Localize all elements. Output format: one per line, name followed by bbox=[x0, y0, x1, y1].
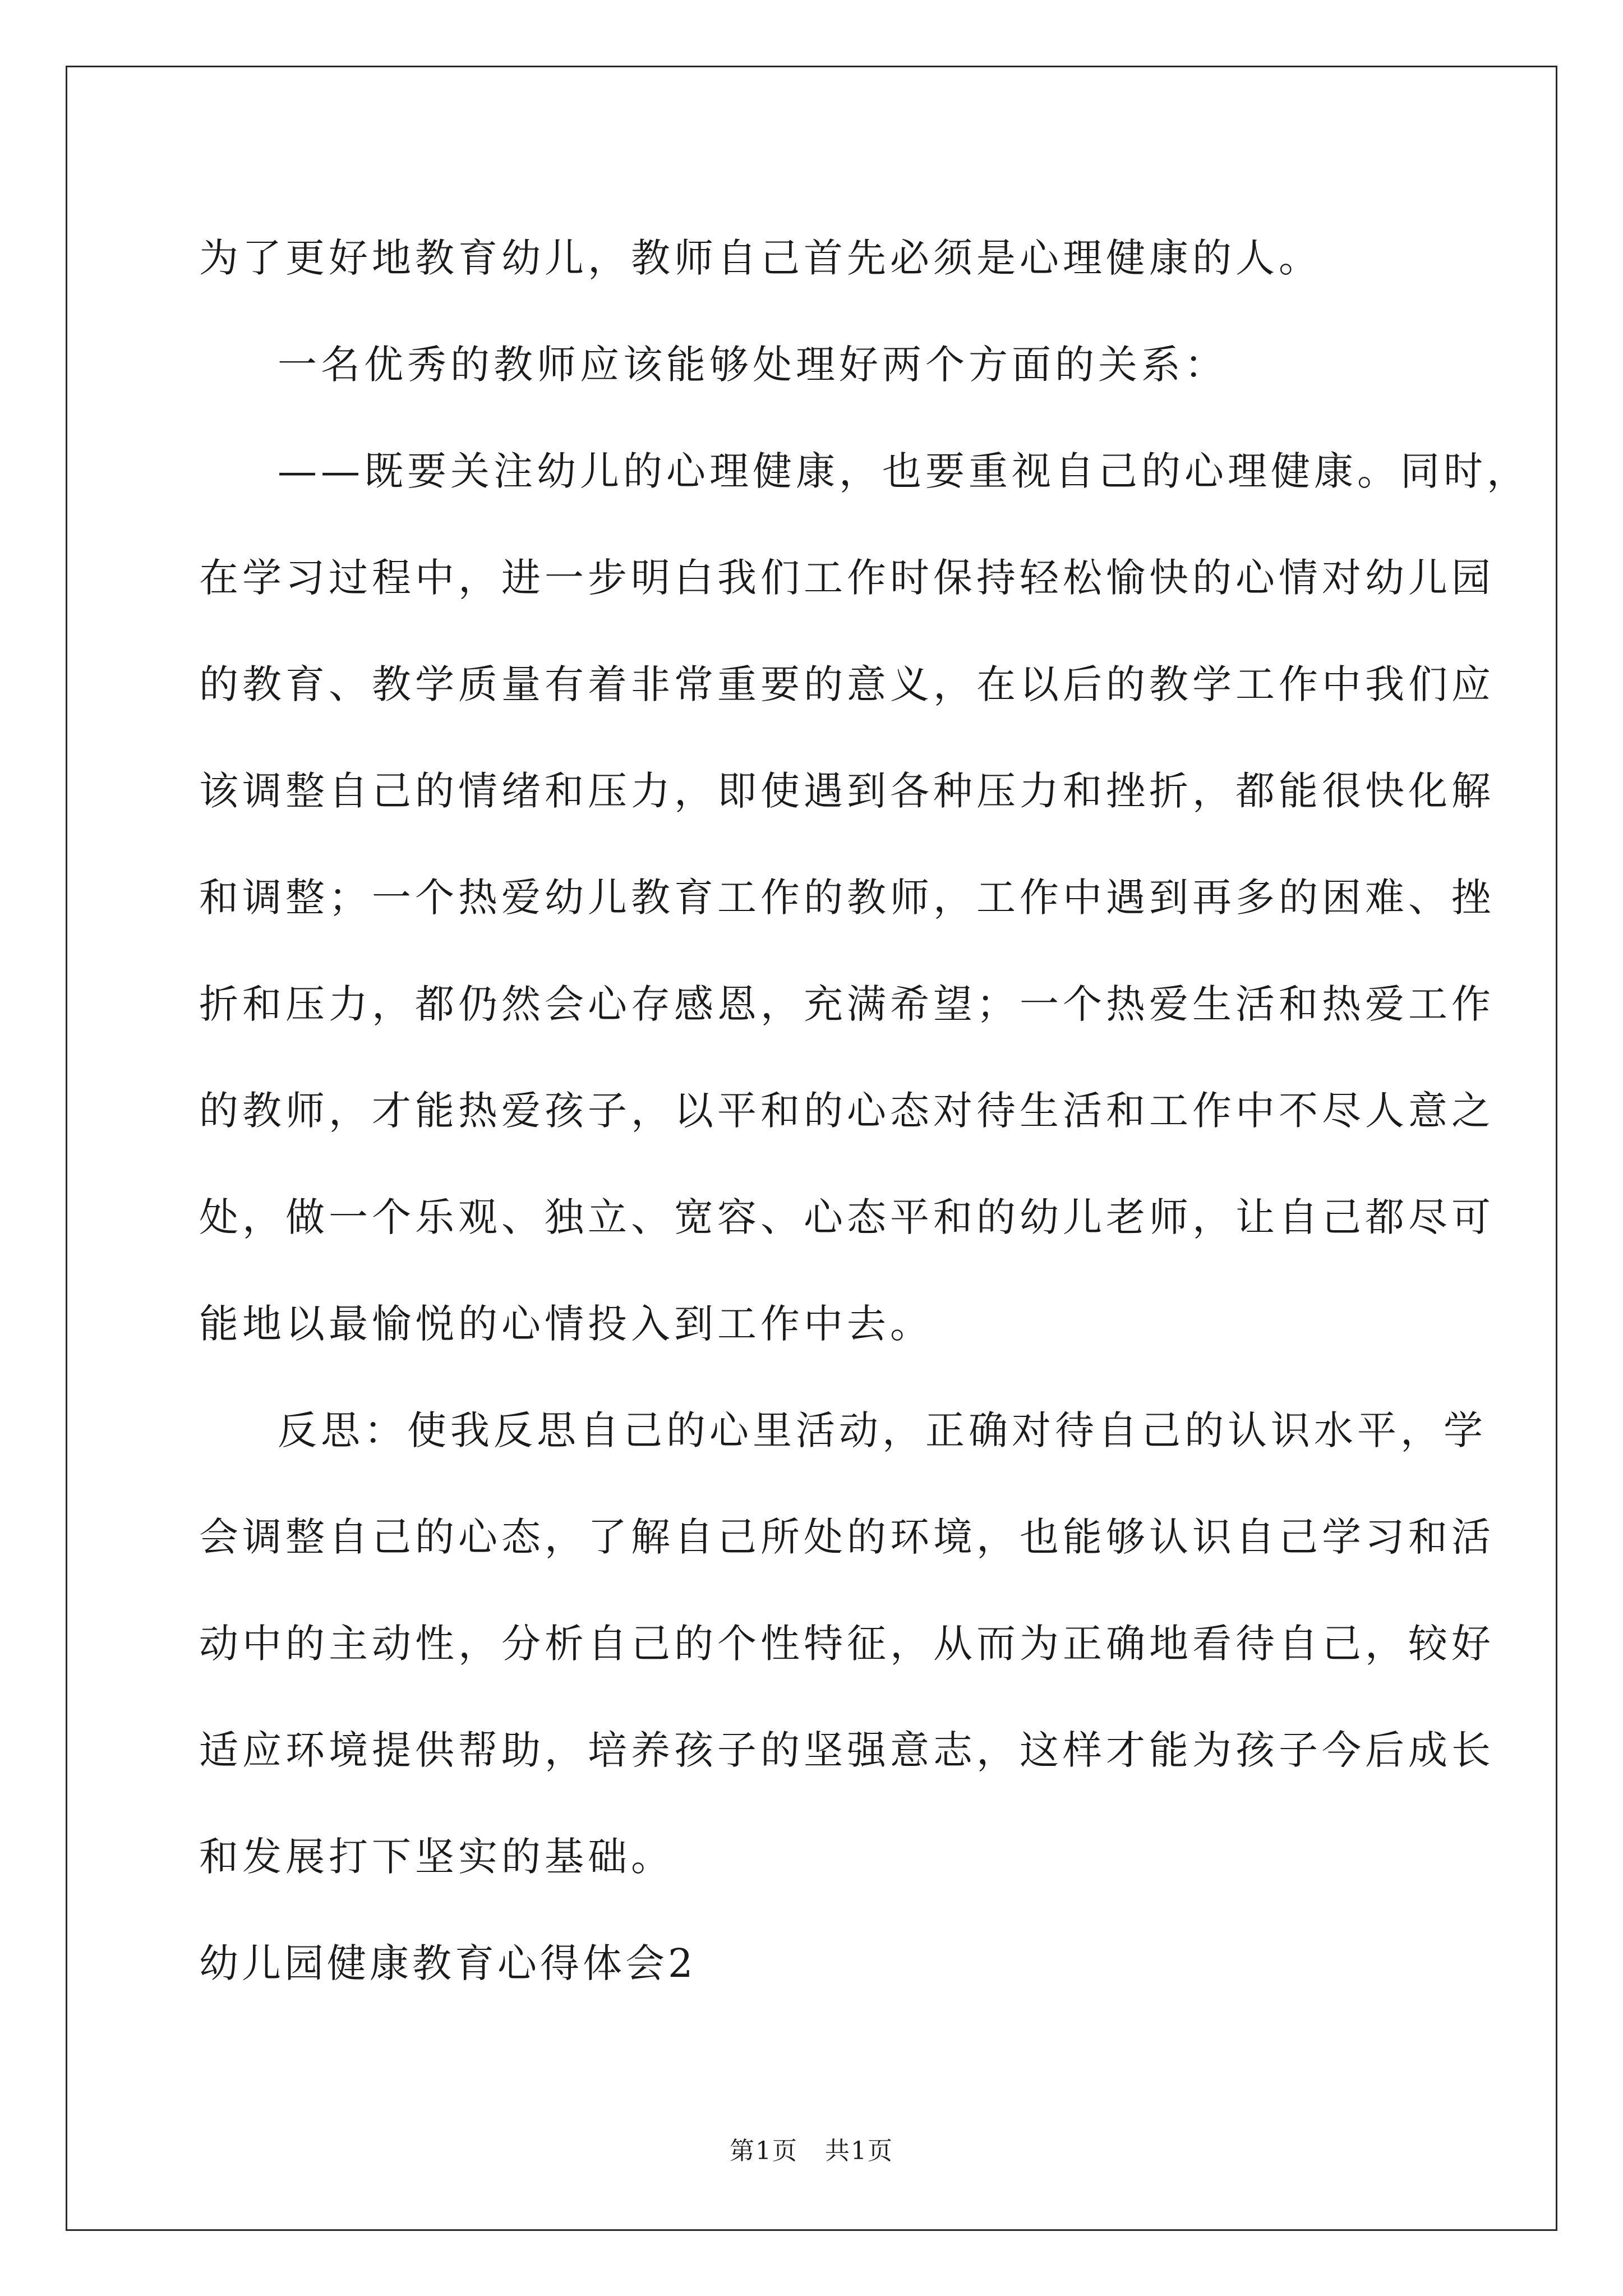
text-line: 反思：使我反思自己的心里活动，正确对待自己的认识水平，学 bbox=[278, 1407, 1487, 1453]
text-line: 该调整自己的情绪和压力，即使遇到各种压力和挫折，都能很快化解 bbox=[199, 768, 1495, 814]
text-line: 在学习过程中，进一步明白我们工作时保持轻松愉快的心情对幼儿园 bbox=[199, 555, 1495, 601]
text-line: 和调整；一个热爱幼儿教育工作的教师，工作中遇到再多的困难、挫 bbox=[199, 875, 1495, 921]
document-body bbox=[199, 205, 1530, 2017]
section-heading: 幼儿园健康教育心得体会2 bbox=[199, 1940, 697, 1986]
text-line: 能地以最愉悦的心情投入到工作中去。 bbox=[199, 1301, 933, 1347]
text-line: 的教师，才能热爱孩子，以平和的心态对待生活和工作中不尽人意之 bbox=[199, 1088, 1495, 1134]
text-line: 适应环境提供帮助，培养孩子的坚强意志，这样才能为孩子今后成长 bbox=[199, 1727, 1495, 1773]
text-line: 一名优秀的教师应该能够处理好两个方面的关系： bbox=[278, 342, 1228, 388]
page-footer: 第1页 共1页 bbox=[730, 2137, 893, 2165]
text-line: 处，做一个乐观、独立、宽容、心态平和的幼儿老师，让自己都尽可 bbox=[199, 1194, 1495, 1240]
text-line: 会调整自己的心态，了解自己所处的环境，也能够认识自己学习和活 bbox=[199, 1514, 1495, 1560]
text-line: ——既要关注幼儿的心理健康，也要重视自己的心理健康。同时， bbox=[278, 448, 1530, 494]
text-line: 折和压力，都仍然会心存感恩，充满希望；一个热爱生活和热爱工作 bbox=[199, 981, 1495, 1027]
text-line: 动中的主动性，分析自己的个性特征，从而为正确地看待自己，较好 bbox=[199, 1621, 1495, 1667]
text-line: 的教育、教学质量有着非常重要的意义，在以后的教学工作中我们应 bbox=[199, 661, 1495, 707]
text-line: 和发展打下坚实的基础。 bbox=[199, 1834, 674, 1880]
text-line: 为了更好地教育幼儿，教师自己首先必须是心理健康的人。 bbox=[199, 235, 1322, 281]
